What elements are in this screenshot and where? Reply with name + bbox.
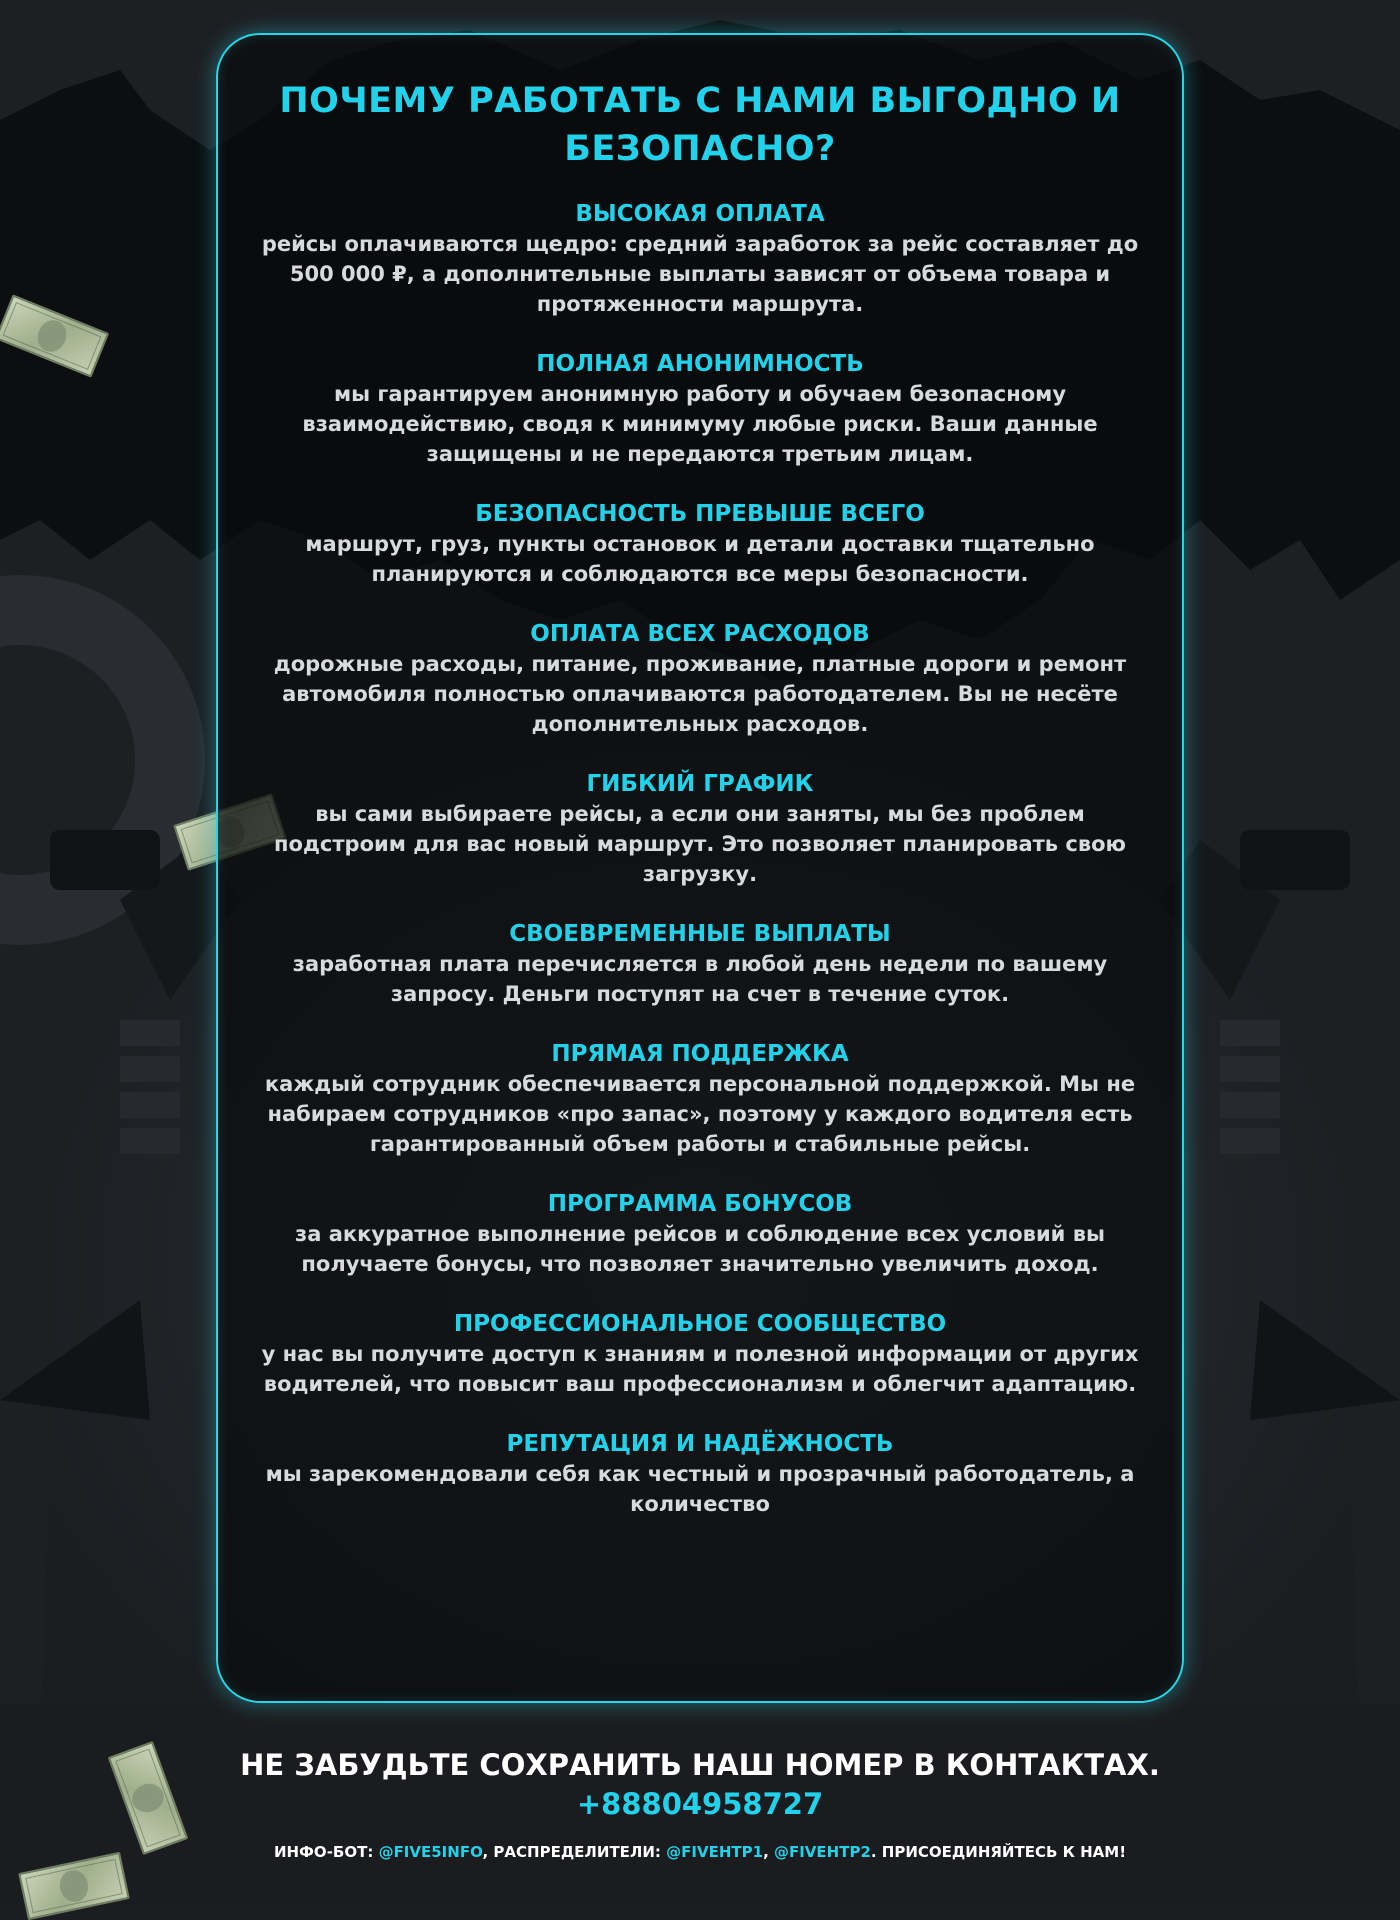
info-bot-label: ИНФО-БОТ: bbox=[273, 1843, 379, 1861]
distributor-link-1[interactable]: @FIVEHTP1 bbox=[666, 1843, 764, 1861]
benefit-item bbox=[258, 619, 1142, 739]
benefit-text: мы зарекомендовали себя как честный и прозрачный работодатель, а количество bbox=[265, 1462, 1135, 1516]
benefit-title: РЕПУТАЦИЯ И НАДЁЖНОСТЬ bbox=[506, 1431, 894, 1457]
benefit-text: у нас вы получите доступ к знаниям и полезной информации от других водителей, что повысит ваш профессионализм и облегчит адаптацию. bbox=[261, 1342, 1139, 1396]
benefit-text: маршрут, груз, пункты остановок и детали доставки тщательно планируются и соблюдаются все меры безопасности. bbox=[305, 532, 1095, 586]
benefits-card bbox=[216, 33, 1184, 1703]
benefit-item bbox=[258, 499, 1142, 589]
separator-text: , bbox=[763, 1843, 774, 1861]
benefit-text: рейсы оплачиваются щедро: средний заработок за рейс составляет до 500 000 ₽, а дополнительные выплаты зависят от объема товара и протяженности маршрута. bbox=[261, 232, 1139, 316]
benefit-item bbox=[258, 1429, 1142, 1519]
benefit-text: мы гарантируем анонимную работу и обучаем безопасному взаимодействию, сводя к минимуму любые риски. Ваши данные защищены и не передаются третьим лицам. bbox=[302, 382, 1098, 466]
benefit-title: СВОЕВРЕМЕННЫЕ ВЫПЛАТЫ bbox=[509, 921, 891, 947]
contact-links bbox=[0, 1841, 1400, 1863]
benefit-title: ПОЛНАЯ АНОНИМНОСТЬ bbox=[536, 351, 864, 377]
benefit-text: за аккуратное выполнение рейсов и соблюдение всех условий вы получаете бонусы, что позволяет значительно увеличить доход. bbox=[295, 1222, 1105, 1276]
benefit-text: вы сами выбираете рейсы, а если они заняты, мы без проблем подстроим для вас новый маршрут. Это позволяет планировать свою загрузку. bbox=[274, 802, 1126, 886]
footer bbox=[0, 1703, 1400, 1904]
benefit-item bbox=[258, 1189, 1142, 1279]
benefit-title: ГИБКИЙ ГРАФИК bbox=[586, 771, 814, 797]
benefit-title: БЕЗОПАСНОСТЬ ПРЕВЫШЕ ВСЕГО bbox=[475, 501, 925, 527]
benefits-list bbox=[258, 199, 1142, 1519]
distributor-link-2[interactable]: @FIVEHTP2 bbox=[773, 1843, 871, 1861]
benefit-item bbox=[258, 1039, 1142, 1159]
benefit-text: дорожные расходы, питание, проживание, платные дороги и ремонт автомобиля полностью оплачиваются работодателем. Вы не несёте дополнительных расходов. bbox=[273, 652, 1127, 736]
info-bot-link[interactable]: @FIVE5INFO bbox=[378, 1843, 483, 1861]
benefit-text: заработная плата перечисляется в любой день недели по вашему запросу. Деньги поступят на счет в течение суток. bbox=[292, 952, 1108, 1006]
card-title: ПОЧЕМУ РАБОТАТЬ С НАМИ ВЫГОДНО И БЕЗОПАСНО? bbox=[279, 81, 1121, 169]
benefit-text: каждый сотрудник обеспечивается персональной поддержкой. Мы не набираем сотрудников «про запас», поэтому у каждого водителя есть гарантированный объем работы и стабильные рейсы. bbox=[264, 1072, 1136, 1156]
benefit-title: ПРОФЕССИОНАЛЬНОЕ СООБЩЕСТВО bbox=[453, 1311, 947, 1337]
distributors-label: , РАСПРЕДЕЛИТЕЛИ: bbox=[482, 1843, 667, 1861]
benefit-item bbox=[258, 349, 1142, 469]
save-number-text: НЕ ЗАБУДЬТЕ СОХРАНИТЬ НАШ НОМЕР В КОНТАКТАХ. bbox=[240, 1748, 1160, 1782]
benefit-item bbox=[258, 919, 1142, 1009]
benefit-item bbox=[258, 1309, 1142, 1399]
benefit-title: ВЫСОКАЯ ОПЛАТА bbox=[575, 201, 825, 227]
join-text: . ПРИСОЕДИНЯЙТЕСЬ К НАМ! bbox=[870, 1843, 1127, 1861]
benefit-title: ПРЯМАЯ ПОДДЕРЖКА bbox=[551, 1041, 849, 1067]
benefit-title: ПРОГРАММА БОНУСОВ bbox=[547, 1191, 853, 1217]
benefit-item bbox=[258, 199, 1142, 319]
benefit-title: ОПЛАТА ВСЕХ РАСХОДОВ bbox=[530, 621, 870, 647]
phone-number[interactable]: +88804958727 bbox=[576, 1787, 824, 1821]
benefit-item bbox=[258, 769, 1142, 889]
